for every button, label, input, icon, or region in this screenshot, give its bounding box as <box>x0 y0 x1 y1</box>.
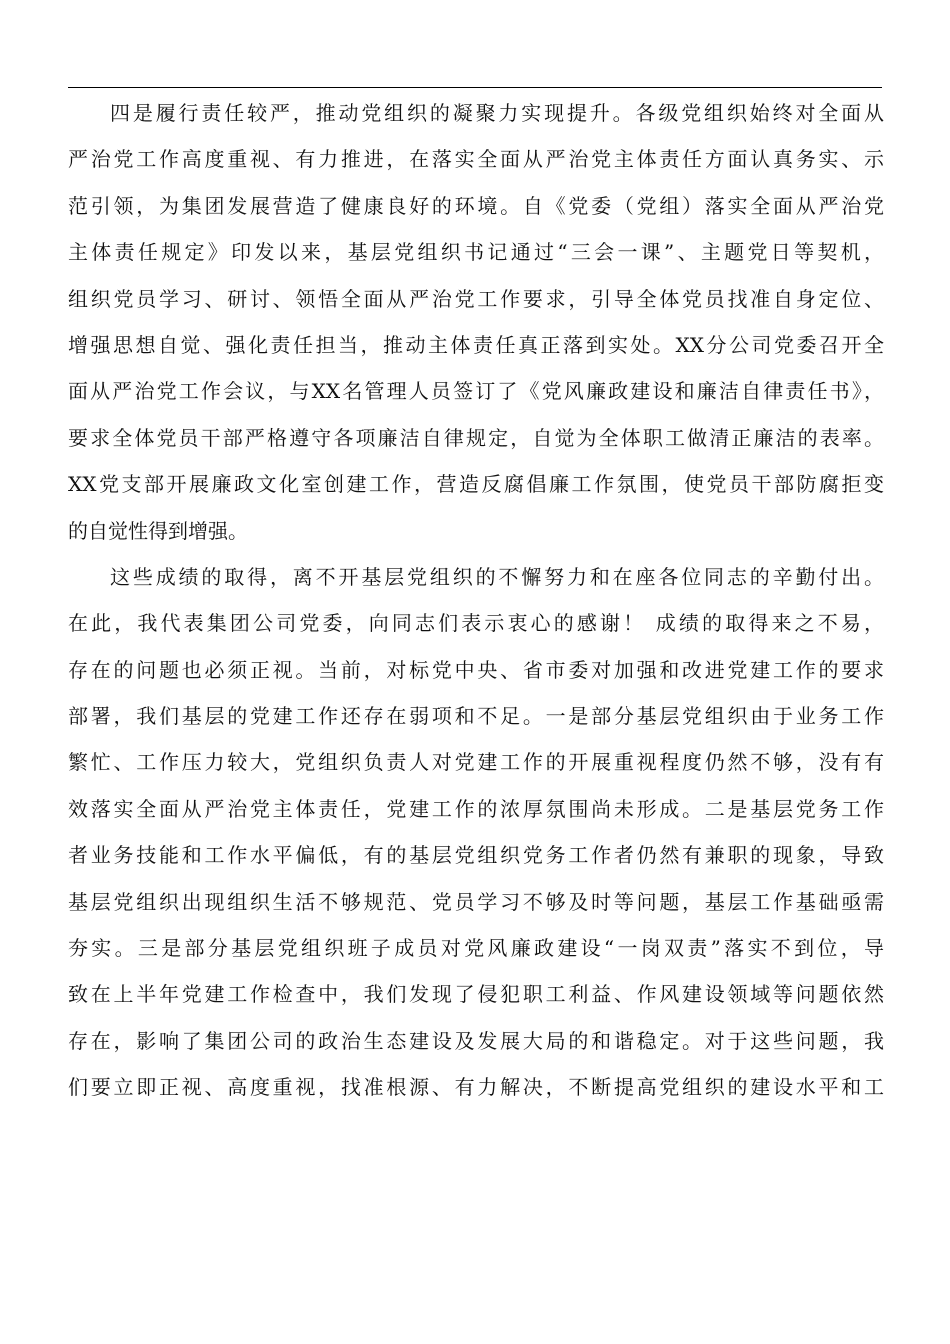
text-line: 存在，影响了集团公司的政治生态建设及发展大局的和谐稳定。对于这些问题，我 <box>68 1028 884 1053</box>
paragraph-1 <box>68 90 884 554</box>
text-line: 主体责任规定》印发以来，基层党组织书记通过“三会一课”、主题党日等契机， <box>68 240 884 265</box>
text-line: 在此，我代表集团公司党委，向同志们表示衷心的感谢！ 成绩的取得来之不易， <box>68 611 884 636</box>
text-line: XX党支部开展廉政文化室创建工作，营造反腐倡廉工作氛围，使党员干部防腐拒变 <box>68 472 884 497</box>
text-line: 范引领，为集团发展营造了健康良好的环境。自《党委（党组）落实全面从严治党 <box>68 193 884 218</box>
paragraph-2 <box>68 554 884 1111</box>
text-line: 致在上半年党建工作检查中，我们发现了侵犯职工利益、作风建设领域等问题依然 <box>68 982 884 1007</box>
text-line: 们要立即正视、高度重视，找准根源、有力解决，不断提高党组织的建设水平和工 <box>68 1075 884 1100</box>
text-line: 效落实全面从严治党主体责任，党建工作的浓厚氛围尚未形成。二是基层党务工作 <box>68 796 884 821</box>
text-line: 的自觉性得到增强。 <box>68 518 248 543</box>
text-line: 基层党组织出现组织生活不够规范、党员学习不够及时等问题，基层工作基础亟需 <box>68 889 884 914</box>
text-line: 严治党工作高度重视、有力推进，在落实全面从严治党主体责任方面认真务实、示 <box>68 147 884 172</box>
text-line: 组织党员学习、研讨、领悟全面从严治党工作要求，引导全体党员找准自身定位、 <box>68 286 884 311</box>
text-line: 存在的问题也必须正视。当前，对标党中央、省市委对加强和改进党建工作的要求 <box>68 657 884 682</box>
header-divider <box>68 87 882 88</box>
text-line: 夯实。三是部分基层党组织班子成员对党风廉政建设“一岗双责”落实不到位，导 <box>68 936 884 961</box>
text-line: 面从严治党工作会议，与XX名管理人员签订了《党风廉政建设和廉洁自律责任书》， <box>68 379 884 404</box>
text-line: 要求全体党员干部严格遵守各项廉洁自律规定，自觉为全体职工做清正廉洁的表率。 <box>68 425 884 450</box>
document-body <box>68 90 884 1111</box>
text-line: 这些成绩的取得，离不开基层党组织的不懈努力和在座各位同志的辛勤付出。 <box>110 564 884 589</box>
text-line: 者业务技能和工作水平偏低，有的基层党组织党务工作者仍然有兼职的现象，导致 <box>68 843 884 868</box>
text-line: 增强思想自觉、强化责任担当，推动主体责任真正落到实处。XX分公司党委召开全 <box>68 332 884 357</box>
text-line: 繁忙、工作压力较大，党组织负责人对党建工作的开展重视程度仍然不够，没有有 <box>68 750 884 775</box>
text-line: 部署，我们基层的党建工作还存在弱项和不足。一是部分基层党组织由于业务工作 <box>68 704 884 729</box>
text-line: 四是履行责任较严，推动党组织的凝聚力实现提升。各级党组织始终对全面从 <box>110 101 884 125</box>
